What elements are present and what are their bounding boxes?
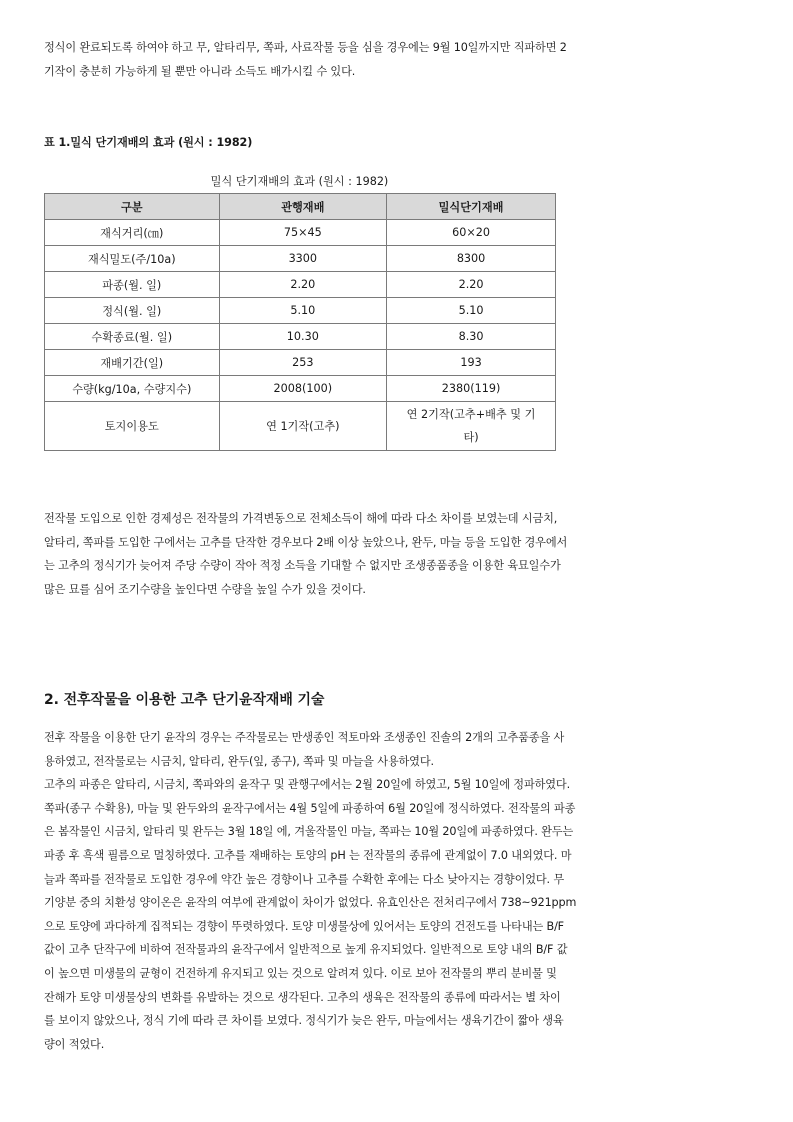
text-line: 량이 적었다. [44, 1037, 105, 1051]
text-line: 전작물 도입으로 인한 경제성은 전작물의 가격변동으로 전체소득이 해에 따라 다소 차이를 보였는데 시금치, [44, 512, 558, 525]
table-row [45, 324, 556, 350]
cell-dense-short: 193 [387, 350, 556, 376]
cell-conventional: 5.10 [219, 298, 387, 324]
cell-dense-short: 2380(119) [387, 376, 556, 402]
header-dense-short: 밀식단기재배 [387, 194, 556, 220]
text-line: 잔해가 토양 미생물상의 변화를 유발하는 것으로 생각된다. 고추의 생육은 전작물의 종류에 따라서는 별 차이 [44, 990, 561, 1004]
cell-text-line: 연 2기작(고추+배추 및 기 [406, 408, 536, 421]
cell-conventional: 75×45 [219, 220, 387, 246]
row-label: 토지이용도 [45, 402, 220, 451]
text-line: 기작이 충분히 가능하게 될 뿐만 아니라 소득도 배가시킬 수 있다. [44, 64, 356, 78]
text-line: 고추의 파종은 알타리, 시금치, 쪽파와의 윤작구 및 관행구에서는 2월 20일에 하였고, 5월 10일에 정파하였다. [44, 778, 570, 792]
intro-paragraph [44, 36, 684, 83]
cell-dense-short: 8.30 [387, 324, 556, 350]
cell-conventional: 253 [219, 350, 387, 376]
cell-dense-short [387, 402, 556, 451]
table-row [45, 272, 556, 298]
text-line: 용하였고, 전작물로는 시금치, 알타리, 완두(잎, 종구), 쪽파 및 마늘을 사용하였다. [44, 754, 434, 768]
cell-conventional: 10.30 [219, 324, 387, 350]
row-label: 재식밀도(주/10a) [45, 246, 220, 272]
row-label: 재배기간(일) [45, 350, 220, 376]
cell-dense-short: 8300 [387, 246, 556, 272]
text-line: 이 높으면 미생물의 균형이 건전하게 유지되고 있는 것으로 알려져 있다. 이로 보아 전작물의 뿌리 분비물 및 [44, 966, 557, 980]
table-row [45, 376, 556, 402]
header-conventional: 관행재배 [219, 194, 387, 220]
cell-text-line: 타) [463, 431, 479, 444]
row-label: 파종(월. 일) [45, 272, 220, 298]
row-label: 수확종료(월. 일) [45, 324, 220, 350]
table-title: 표 1.밀식 단기재배의 효과 (원시 : 1982) [44, 136, 253, 149]
section2-body [44, 726, 684, 1056]
table-caption: 밀식 단기재배의 효과 (원시 : 1982) [210, 175, 389, 188]
cell-dense-short: 2.20 [387, 272, 556, 298]
text-line: 알타리, 쪽파를 도입한 구에서는 고추를 단작한 경우보다 2배 이상 높았으나, 완두, 마늘 등을 도입한 경우에서 [44, 535, 568, 549]
cultivation-effect-table [44, 193, 556, 451]
table-header-row [45, 194, 556, 220]
cell-dense-short: 60×20 [387, 220, 556, 246]
table-row [45, 402, 556, 451]
text-line: 늘과 쪽파를 전작물로 도입한 경우에 약간 높은 경향이나 고추를 수확한 후에는 다소 낮아지는 경향이었다. 무 [44, 872, 565, 886]
row-label: 수량(kg/10a, 수량지수) [45, 376, 220, 402]
text-line: 기양분 중의 치환성 양이온은 윤작의 여부에 관계없이 차이가 없었다. 유효인산은 전처리구에서 738~921ppm [44, 896, 577, 910]
table-row [45, 298, 556, 324]
cell-conventional: 2.20 [219, 272, 387, 298]
text-line: 파종 후 흑색 필름으로 멀칭하였다. 고추를 재배하는 토양의 pH 는 전작물의 종류에 관계없이 7.0 내외였다. 마 [44, 848, 572, 862]
row-label: 정식(월. 일) [45, 298, 220, 324]
text-line: 값이 고추 단작구에 비하여 전작물과의 윤작구에서 일반적으로 높게 유지되었다. 일반적으로 토양 내의 B/F 값 [44, 943, 568, 957]
text-line: 많은 묘를 심어 조기수량을 높인다면 수량을 높일 수가 있을 것이다. [44, 582, 366, 596]
table-row [45, 246, 556, 272]
text-line: 전후 작물을 이용한 단기 윤작의 경우는 주작물로는 만생종인 적토마와 조생종인 진솔의 2개의 고추품종을 사 [44, 731, 565, 744]
text-line: 으로 토양에 과다하게 집적되는 경향이 뚜렷하였다. 토양 미생물상에 있어서는 토양의 건전도를 나타내는 B/F [44, 919, 564, 933]
text-line: 는 고추의 정식기가 늦어져 주당 수량이 작아 적정 소득을 기대할 수 없지만 조생종품종을 이용한 육묘일수가 [44, 559, 561, 573]
text-line: 정식이 완료되도록 하여야 하고 무, 알타리무, 쪽파, 사료작물 등을 심을 경우에는 9월 10일까지만 직파하면 2 [44, 41, 567, 54]
economics-paragraph [44, 507, 684, 601]
text-line: 쪽파(종구 수확용), 마늘 및 완두와의 윤작구에서는 4월 5일에 파종하여 6월 20일에 정식하였다. 전작물의 파종 [44, 801, 576, 815]
cell-conventional: 3300 [219, 246, 387, 272]
header-category: 구분 [45, 194, 220, 220]
section-heading: 2. 전후작물을 이용한 고추 단기윤작재배 기술 [44, 692, 325, 708]
text-line: 를 보이지 않았으나, 정식 기에 따라 큰 차이를 보였다. 정식기가 늦은 완두, 마늘에서는 생육기간이 짧아 생육 [44, 1014, 564, 1028]
cell-conventional: 2008(100) [219, 376, 387, 402]
table-row [45, 350, 556, 376]
text-line: 은 봄작물인 시금치, 알타리 및 완두는 3월 18일 에, 겨울작물인 마늘, 쪽파는 10월 20일에 파종하였다. 완두는 [44, 825, 574, 839]
row-label: 재식거리(㎝) [45, 220, 220, 246]
cell-conventional: 연 1기작(고추) [219, 402, 387, 451]
table-row [45, 220, 556, 246]
cell-dense-short: 5.10 [387, 298, 556, 324]
